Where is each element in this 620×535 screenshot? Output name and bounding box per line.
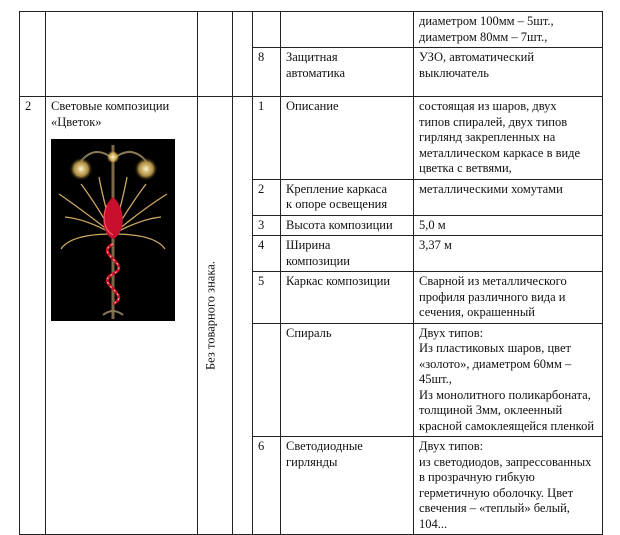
cell-empty-spacer	[233, 97, 253, 535]
cell-param	[281, 12, 414, 48]
cell-param: Светодиодные гирлянды	[281, 437, 414, 535]
item-number: 2	[20, 97, 46, 535]
specification-table	[19, 11, 603, 535]
cell-row-num: 4	[253, 236, 281, 272]
trademark-cell	[198, 97, 233, 535]
cell-param: Спираль	[281, 323, 414, 437]
item-name: Световые композиции «Цветок»	[51, 99, 170, 129]
cell-row-num: 8	[253, 48, 281, 97]
cell-row-num	[253, 323, 281, 437]
cell-row-num: 1	[253, 97, 281, 180]
cell-param: Каркас композиции	[281, 272, 414, 324]
cell-row-num: 2	[253, 179, 281, 215]
cell-row-num: 3	[253, 215, 281, 236]
table-row	[20, 12, 603, 48]
cell-empty-name	[46, 12, 198, 97]
flower-lamp-composition-photo	[51, 139, 175, 321]
cell-value: 3,37 м	[414, 236, 603, 272]
cell-param: Ширина композиции	[281, 236, 414, 272]
cell-value: диаметром 100мм – 5шт., диаметром 80мм – 7шт.,	[414, 12, 603, 48]
cell-empty-trademark	[198, 12, 233, 97]
cell-value: металлическими хомутами	[414, 179, 603, 215]
cell-row-num: 6	[253, 437, 281, 535]
cell-value: 5,0 м	[414, 215, 603, 236]
cell-param: Защитная автоматика	[281, 48, 414, 97]
cell-value: УЗО, автоматический выключатель	[414, 48, 603, 97]
item-name-cell	[46, 97, 198, 535]
cell-param: Описание	[281, 97, 414, 180]
cell-empty-spacer	[233, 12, 253, 97]
cell-param: Высота композиции	[281, 215, 414, 236]
cell-empty-num	[20, 12, 46, 97]
cell-value: Двух типов: Из пластиковых шаров, цвет «золото», диаметром 60мм – 45шт., Из монолитного поликарбоната, толщиной 3мм, оклеенный красной самоклеящейся пленкой	[414, 323, 603, 437]
cell-row-num: 5	[253, 272, 281, 324]
trademark-text: Без товарного знака.	[203, 261, 217, 370]
cell-value: состоящая из шаров, двух типов спиралей, двух типов гирлянд закрепленных на металлическом каркасе в виде цветка с ветвями,	[414, 97, 603, 180]
table-row	[20, 97, 603, 180]
cell-row-num	[253, 12, 281, 48]
cell-value: Сварной из металлического профиля различного вида и сечения, окрашенный	[414, 272, 603, 324]
cell-param: Крепление каркаса к опоре освещения	[281, 179, 414, 215]
cell-value: Двух типов: из светодиодов, запрессованных в прозрачную гибкую герметичную оболочку. Цвет свечения – «теплый» белый, 104...	[414, 437, 603, 535]
